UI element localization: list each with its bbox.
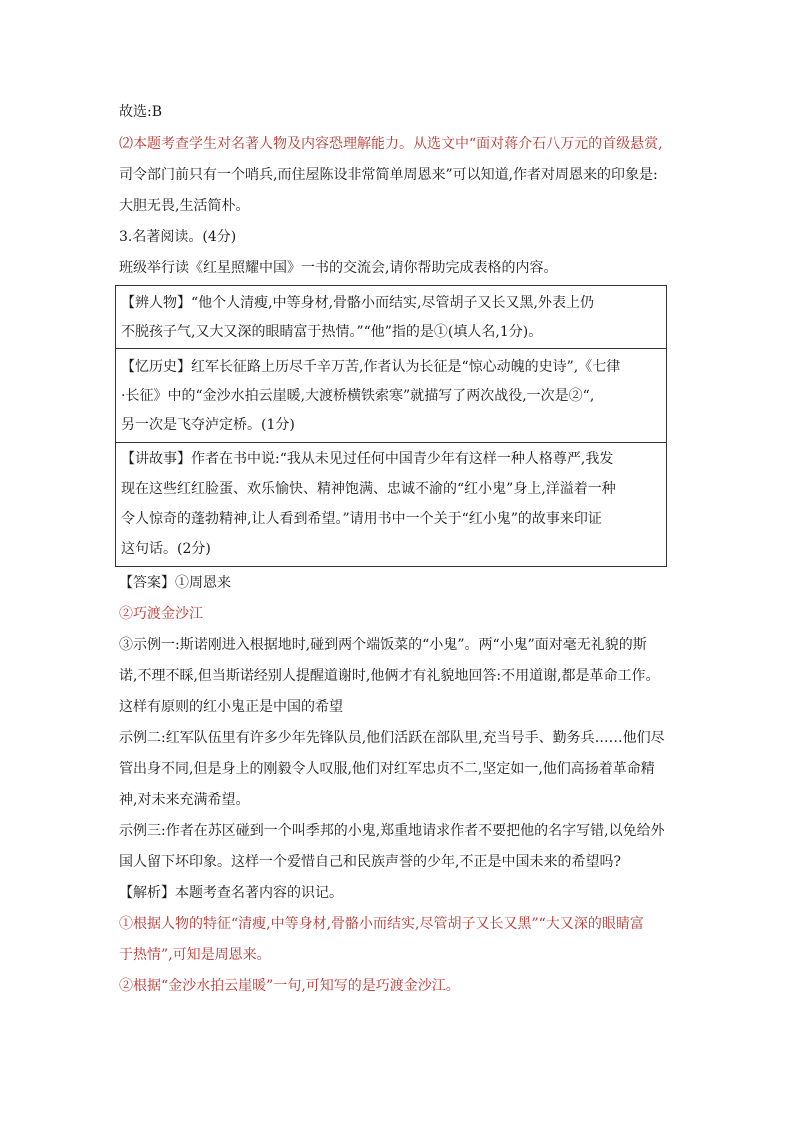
table-cell-line: 这句话。(2分) — [121, 541, 211, 557]
answer-example-line: 示例二:红军队伍里有许多少年先锋队员,他们活跃在部队里,充当号手、勤务兵……他们尽 — [119, 730, 665, 746]
answer-example-line: 这样有原则的红小鬼正是中国的希望 — [119, 699, 343, 715]
table-row — [116, 286, 666, 349]
table-row — [116, 348, 666, 443]
question-intro: 班级举行读《红星照耀中国》一书的交流会,请你帮助完成表格的内容。 — [119, 260, 558, 276]
question-table — [115, 285, 667, 567]
question-title: 3.名著阅读。(4分) — [119, 229, 237, 245]
answer-label: 【答案】①周恩来 — [119, 575, 231, 591]
answer-example-line: 示例三:作者在苏区碰到一个叫季邦的小鬼,郑重地请求作者不要把他的名字写错,以免给外 — [119, 823, 665, 839]
analysis-label: 【解析】本题考查名著内容的识记。 — [119, 885, 343, 901]
answer-choice: 故选:B — [119, 104, 163, 120]
explanation-line: 大胆无畏,生活简朴。 — [119, 198, 250, 214]
explanation-line: ⑵本题考查学生对名著人物及内容恐理解能力。从选文中“面对蒋介石八万元的首级悬赏, — [119, 136, 663, 152]
table-cell-line: 【忆历史】红军长征路上历尽千辛万苦,作者认为长征是“惊心动魄的史诗”,《七律 — [121, 359, 621, 375]
table-cell-line: 【讲故事】作者在书中说:“我从未见过任何中国青少年有这样一种人格尊严,我发 — [121, 451, 614, 467]
table-cell-line: 令人惊奇的蓬勃精神,让人看到希望。”请用书中一个关于“红小鬼”的故事来印证 — [121, 511, 602, 527]
table-row — [116, 442, 666, 566]
answer-example-line: 国人留下坏印象。这样一个爱惜自己和民族声誉的少年,不正是中国未来的希望吗? — [119, 854, 621, 870]
answer-example-line: ③示例一:斯诺刚进入根据地时,碰到两个端饭菜的“小鬼”。两“小鬼”面对毫无礼貌的斯 — [119, 637, 647, 653]
table-cell-line: ·长征》中的“金沙水拍云崖暖,大渡桥横铁索寒”就描写了两次战役,一次是②“, — [121, 388, 595, 404]
table-cell-line: 现在这些红红脸蛋、欢乐愉快、精神饱满、忠诚不渝的“红小鬼”身上,洋溢着一种 — [121, 481, 616, 497]
analysis-line: ①根据人物的特征“清瘦,中等身材,骨骼小而结实,尽管胡子又长又黑”“大又深的眼睛富 — [119, 916, 644, 932]
analysis-line: 于热情”,可知是周恩来。 — [119, 947, 271, 963]
analysis-line: ②根据“金沙水拍云崖暖”一句,可知写的是巧渡金沙江。 — [119, 978, 460, 994]
answer-example-line: 诺,不理不睬,但当斯诺经别人提醒道谢时,他俩才有礼貌地回答:不用道谢,都是革命工作。 — [119, 668, 660, 684]
table-cell-line: 【辨人物】“他个人清瘦,中等身材,骨骼小而结实,尽管胡子又长又黑,外表上仍 — [121, 295, 594, 311]
answer-example-line: 管出身不同,但是身上的刚毅令人叹服,他们对红军忠贞不二,坚定如一,他们高扬着革命精 — [119, 761, 655, 777]
answer-item: ②巧渡金沙江 — [119, 606, 203, 622]
explanation-line: 司令部门前只有一个哨兵,而住屋陈设非常简单周恩来”可以知道,作者对周恩来的印象是: — [119, 167, 658, 183]
table-cell-line: 另一次是飞夺泸定桥。(1分) — [121, 417, 295, 433]
table-cell-line: 不脱孩子气,又大又深的眼睛富于热情。”“他”指的是①(填人名,1分)。 — [121, 324, 543, 340]
answer-example-line: 神,对未来充满希望。 — [119, 792, 250, 808]
